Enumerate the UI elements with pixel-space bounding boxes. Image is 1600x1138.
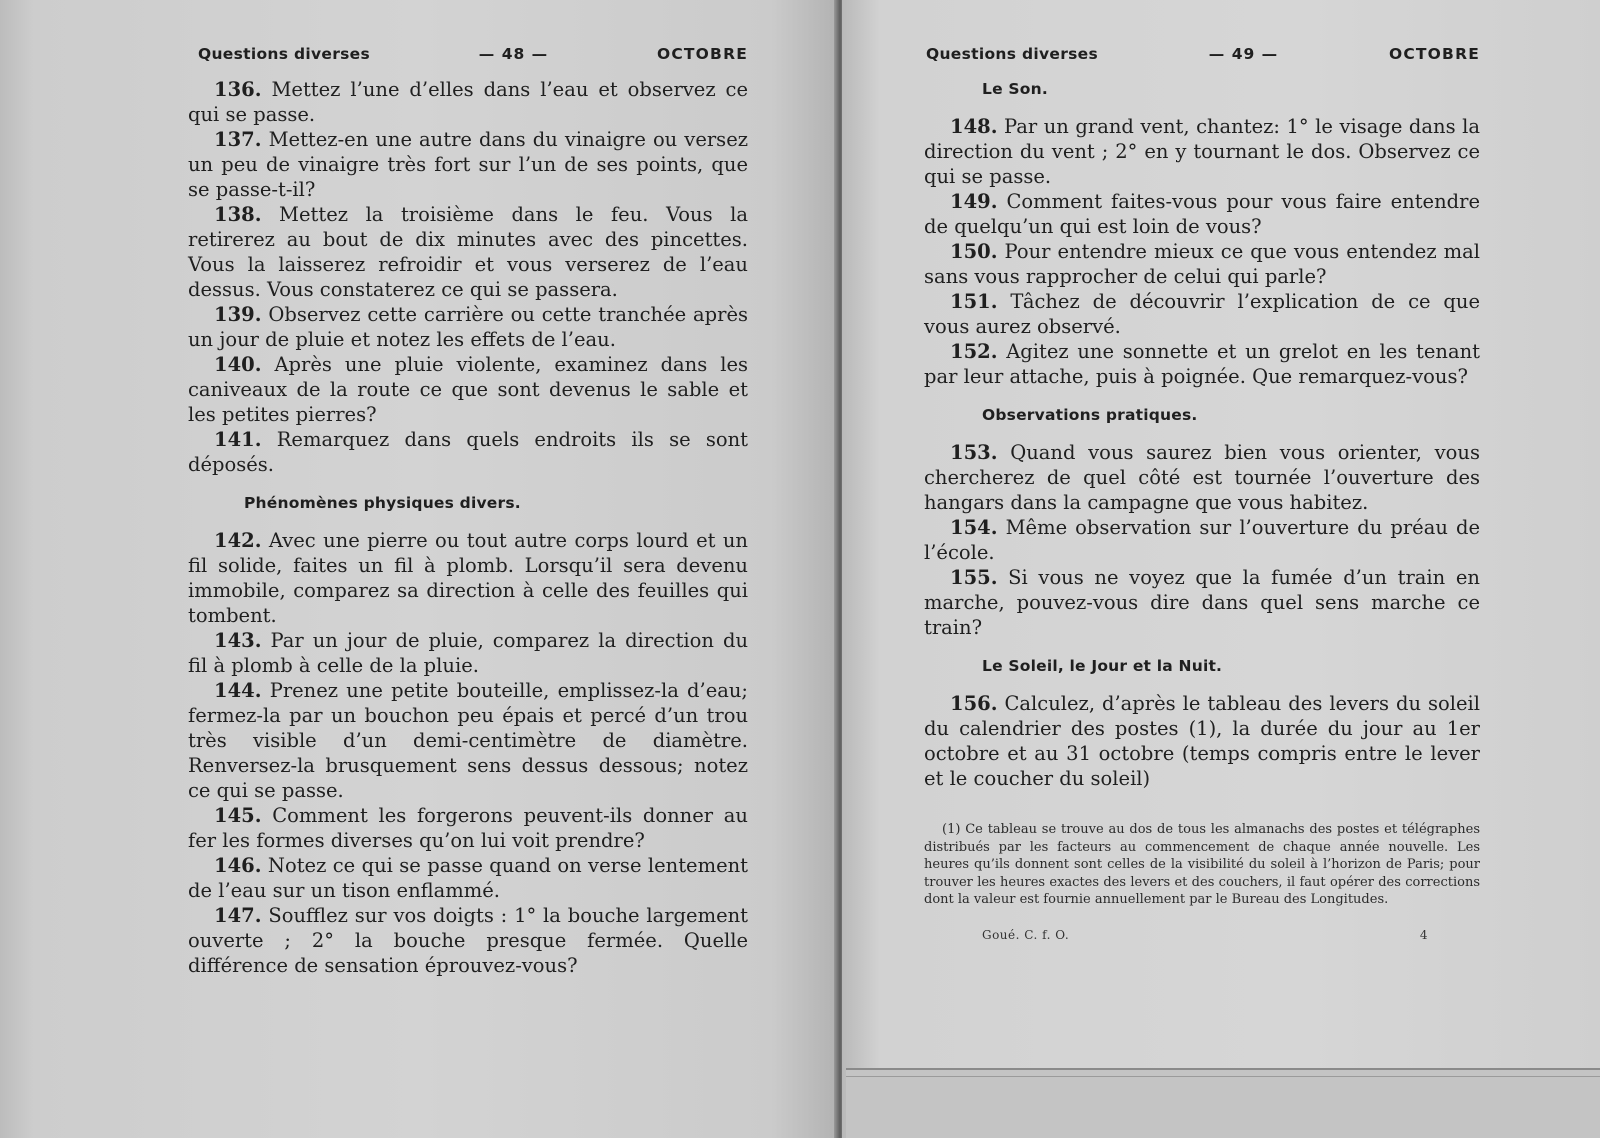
question-number: 153. (950, 441, 998, 464)
question-number: 142. (214, 529, 262, 552)
question-text: Remarquez dans quels endroits ils se sont déposés. (188, 428, 748, 476)
question-text: Agitez une sonnette et un grelot en les tenant par leur attache, puis à poignée. Que remarquez-vous? (924, 340, 1480, 388)
question-item (924, 440, 1480, 515)
question-item (188, 528, 748, 628)
question-number: 155. (950, 566, 998, 589)
page-number: — 48 — (478, 45, 549, 63)
question-text: Notez ce qui se passe quand on verse lentement de l’eau sur un tison enflammé. (188, 854, 749, 902)
question-text: Prenez une petite bouteille, emplissez-la d’eau; fermez-la par un bouchon peu épais et percé d’un trou très visible d’un demi-centimètre de diamètre. Renversez-la brusquement sens dessus dessous; notez ce qui se passe. (188, 679, 749, 802)
question-item (924, 189, 1480, 239)
running-head-section: Questions diverses (198, 45, 371, 63)
question-text: Pour entendre mieux ce que vous entendez mal sans vous rapprocher de celui qui parle? (924, 240, 1481, 288)
question-text: Comment faites-vous pour vous faire entendre de quelqu’un qui est loin de vous? (924, 190, 1480, 238)
question-item (188, 202, 748, 302)
question-text: Quand vous saurez bien vous orienter, vous chercherez de quel côté est tournée l’ouverture des hangars dans la campagne que vous habitez. (924, 441, 1480, 514)
page-bottom-edge (846, 1068, 1600, 1138)
question-text: Soufflez sur vos doigts : 1° la bouche largement ouverte ; 2° la bouche presque fermée. Quelle différence de sensation éprouvez-vous? (188, 904, 749, 977)
question-number: 147. (214, 904, 262, 927)
question-number: 139. (214, 303, 262, 326)
question-text: Mettez l’une d’elles dans l’eau et observez ce qui se passe. (188, 78, 748, 126)
question-number: 141. (214, 428, 262, 451)
question-item (188, 77, 748, 127)
question-item (188, 352, 748, 427)
question-text: Si vous ne voyez que la fumée d’un train en marche, pouvez-vous dire dans quel sens marche ce train? (924, 566, 1480, 639)
printer-signature: Goué. C. f. O. (982, 927, 1070, 942)
running-head-section: Questions diverses (926, 45, 1099, 63)
question-item (924, 114, 1480, 189)
question-item (924, 289, 1480, 339)
question-number: 143. (214, 629, 262, 652)
left-page-header (198, 42, 748, 67)
right-page (842, 0, 1600, 1138)
question-number: 145. (214, 804, 262, 827)
question-number: 140. (214, 353, 262, 376)
question-item (188, 302, 748, 352)
question-number: 154. (950, 516, 998, 539)
section-title: Observations pratiques. (982, 406, 1198, 424)
question-text: Mettez-en une autre dans du vinaigre ou versez un peu de vinaigre très fort sur l’un de ses points, que se passe-t-il? (188, 128, 749, 201)
question-text: Par un jour de pluie, comparez la direction du fil à plomb à celle de la pluie. (188, 629, 749, 677)
question-text: Comment les forgerons peuvent-ils donner au fer les formes diverses qu’on lui voit prendre? (188, 804, 748, 852)
sheet-number: 4 (1419, 927, 1428, 942)
question-item (188, 678, 748, 803)
question-text: Mettez la troisième dans le feu. Vous la retirerez au bout de dix minutes avec des pincettes. Vous la laisserez refroidir et vous verserez de l’eau dessus. Vous constaterez ce qui se passera. (188, 203, 749, 301)
section-title: Phénomènes physiques divers. (244, 494, 521, 512)
right-page-content (924, 42, 1480, 948)
question-item (188, 628, 748, 678)
question-text: Tâchez de découvrir l’explication de ce que vous aurez observé. (924, 290, 1480, 338)
right-page-header (926, 42, 1480, 67)
question-text: Observez cette carrière ou cette tranchée après un jour de pluie et notez les effets de l’eau. (188, 303, 748, 351)
question-item (924, 691, 1480, 791)
question-item (924, 339, 1480, 389)
section-title: Le Son. (982, 80, 1048, 98)
question-item (188, 853, 748, 903)
question-item (924, 565, 1480, 640)
question-text: Après une pluie violente, examinez dans les caniveaux de la route ce que sont devenus le sable et les petites pierres? (188, 353, 748, 426)
question-number: 136. (214, 78, 262, 101)
page-footer (924, 923, 1480, 948)
page-number: — 49 — (1208, 45, 1279, 63)
footnote: (1) Ce tableau se trouve au dos de tous les almanachs des postes et télégraphes distribués par les facteurs au commencement de chaque année nouvelle. Les heures qu’ils donnent sont celles de la visibilité du soleil à l’horizon de Paris; pour trouver les heures exactes des levers et des couchers, il faut opérer des corrections dont la valeur est fournie annuellement par le Bureau des Longitudes. (924, 822, 1480, 907)
question-number: 149. (950, 190, 998, 213)
question-item (188, 803, 748, 853)
question-number: 148. (950, 115, 998, 138)
question-item (188, 427, 748, 477)
question-text: Calculez, d’après le tableau des levers du soleil du calendrier des postes (1), la durée du jour au 1er octobre et au 31 octobre (temps compris entre le lever et le coucher du soleil) (924, 692, 1480, 790)
question-number: 146. (214, 854, 262, 877)
question-item (188, 127, 748, 202)
section-title: Le Soleil, le Jour et la Nuit. (982, 657, 1223, 675)
question-text: Par un grand vent, chantez: 1° le visage dans la direction du vent ; 2° en y tournant le dos. Observez ce qui se passe. (924, 115, 1480, 188)
question-item (924, 515, 1480, 565)
question-number: 137. (214, 128, 262, 151)
question-number: 150. (950, 240, 998, 263)
question-text: Même observation sur l’ouverture du préau de l’école. (924, 516, 1480, 564)
question-number: 144. (214, 679, 262, 702)
question-number: 151. (950, 290, 998, 313)
question-number: 138. (214, 203, 262, 226)
running-head-month: OCTOBRE (1388, 45, 1480, 63)
question-item (188, 903, 748, 978)
question-text: Avec une pierre ou tout autre corps lourd et un fil solide, faites un fil à plomb. Lorsqu’il sera devenu immobile, comparez sa direction à celle des feuilles qui tombent. (188, 529, 748, 627)
question-item (924, 239, 1480, 289)
question-number: 156. (950, 692, 998, 715)
running-head-month: OCTOBRE (656, 45, 748, 63)
question-number: 152. (950, 340, 998, 363)
left-page-content (188, 42, 748, 978)
